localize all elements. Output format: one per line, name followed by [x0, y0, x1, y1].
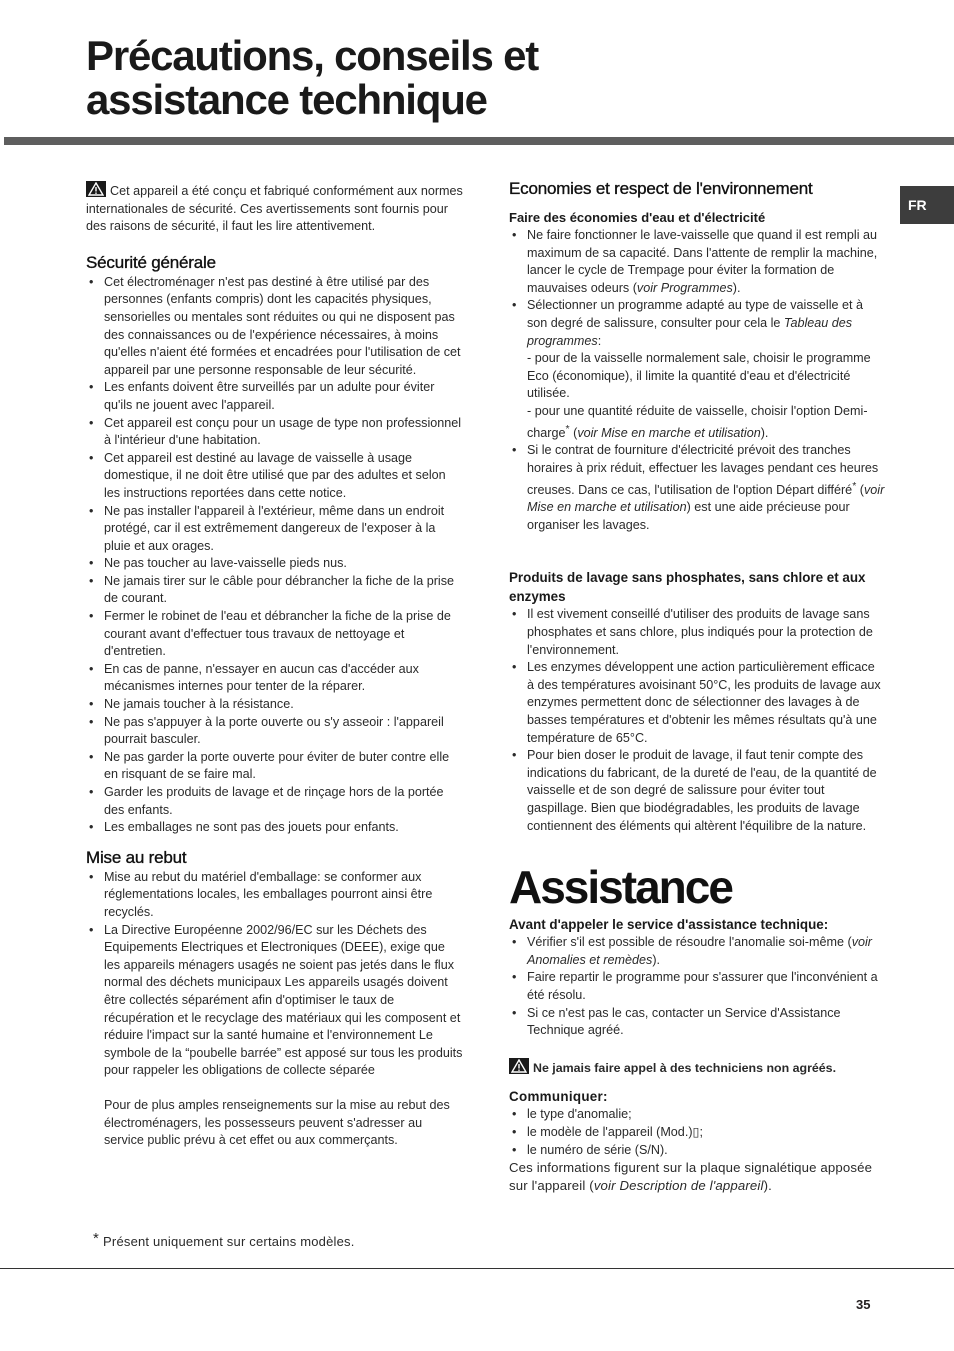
list-item: • Ne faire fonctionner le lave-vaisselle que quand il est rempli au maximum de sa capacité. Dans l'attente de remplir la machine, lancer le cycle de Trempage pour éviter la formation de mauvaises odeurs (voir Programmes). [509, 227, 885, 297]
language-tab: FR [900, 186, 954, 224]
produits-list [509, 606, 885, 835]
list-item: • Il est vivement conseillé d'utiliser des produits de lavage sans phosphates et sans chlore, plus indiqués pour la protection de l'environnement. [509, 606, 885, 659]
list-item: • le type d'anomalie; [509, 1106, 885, 1124]
cross-reference: voir Mise en marche et utilisation [577, 425, 761, 440]
list-item: • Ne pas s'appuyer à la porte ouverte ou s'y asseoir : l'appareil pourrait basculer. [86, 714, 464, 749]
list-item: • le modèle de l'appareil (Mod.)▯; [509, 1124, 885, 1142]
list-item: • Ne jamais tirer sur le câble pour débrancher la fiche de la prise de courant. [86, 573, 464, 608]
assistance-list [509, 934, 885, 1040]
list-item: • Pour bien doser le produit de lavage, il faut tenir compte des indications du fabricant, de la dureté de l'eau, de la quantité de vaisselle et de son degré de salissure pour éviter tout gaspillage. Bien que biodégradables, les produits de lavage contiennent des éléments qui altèrent l'équilibre de la nature. [509, 747, 885, 835]
rebut-heading: Mise au rebut [86, 847, 187, 867]
list-item: • Ne pas toucher au lave-vaisselle pieds nus. [86, 555, 464, 573]
list-item: • Cet appareil est destiné au lavage de vaisselle à usage domestique, il ne doit être utilisé que par des adultes et selon les instructions reportées dans cette notice. [86, 450, 464, 503]
cross-reference: Tableau des programmes [527, 315, 853, 348]
securite-list [86, 274, 464, 837]
list-item: • Fermer le robinet de l'eau et débrancher la fiche de la prise de courant avant d'effectuer tous travaux de nettoyage et d'entretien. [86, 608, 464, 661]
produits-heading: Produits de lavage sans phosphates, sans chlore et aux enzymes [509, 570, 866, 605]
right-column [509, 178, 885, 1194]
assistance-title: Assistance [509, 861, 732, 914]
warning-note [509, 1058, 885, 1078]
intro-paragraph [86, 181, 464, 236]
intro-text: Cet appareil a été conçu et fabriqué conformément aux normes internationales de sécurité. Ces avertissements sont fournis pour des raisons de sécurité, il faut les lire attentivement. [86, 184, 463, 234]
eco-list [509, 227, 885, 534]
rebut-list [86, 869, 464, 1080]
list-item: • Vérifier s'il est possible de résoudre l'anomalie soi-même (voir Anomalies et remèdes). [509, 934, 885, 969]
page-title-line1: Précautions, conseils et [86, 32, 539, 79]
list-item: • Ne jamais toucher à la résistance. [86, 696, 464, 714]
page-number: 35 [856, 1297, 871, 1312]
list-item: • le numéro de série (S/N). [509, 1142, 885, 1160]
page-title-line2: assistance technique [86, 76, 487, 123]
list-item: • Faire repartir le programme pour s'assurer que l'inconvénient a été résolu. [509, 969, 885, 1004]
list-item: • Cet électroménager n'est pas destiné à être utilisé par des personnes (enfants compris) dont les capacités physiques, sensorielles ou mentales sont réduites ou qui ne disposent pas des connaissances ou de l'expérience nécessaires, à moins qu'elles n'aient été formées et encadrées pour l'utilisation de cet appareil par une personne responsable de leur sécurité. [86, 274, 464, 380]
list-item: • Les enfants doivent être surveillés par un adulte pour éviter qu'ils ne jouent avec l'appareil. [86, 379, 464, 414]
left-column [86, 181, 464, 1150]
footnote-mark: * [93, 1230, 100, 1247]
communiquer-list [509, 1106, 885, 1159]
list-item: • Mise au rebut du matériel d'emballage: se conformer aux réglementations locales, les emballages pourront ainsi être recyclés. [86, 869, 464, 922]
list-item: • Sélectionner un programme adapté au type de vaisselle et à son degré de salissure, consulter pour cela le Tableau des programmes: - pour de la vaisselle normalement sale, choisir le programme Eco (économique), il limite la quantité d'eau et d'électricité utilisée. - pour une quantité réduite de vaisselle, choisir l'option Demi-charge* (voir Mise en marche et utilisation). [509, 297, 885, 442]
cross-reference: voir Mise en marche et utilisation [527, 482, 885, 515]
rebut-extra: Pour de plus amples renseignements sur la mise au rebut des électroménagers, les possesseurs peuvent s'adresser au service public prévu à cet effet ou aux commerçants. [104, 1097, 450, 1148]
securite-heading: Sécurité générale [86, 252, 216, 272]
page-title [86, 34, 538, 122]
footnote-text: Présent uniquement sur certains modèles. [103, 1234, 355, 1249]
eco-heading: Economies et respect de l'environnement [509, 179, 813, 198]
closing-paragraph: Ces informations figurent sur la plaque signalétique apposée sur l'appareil (voir Description de l'appareil). [509, 1160, 873, 1193]
warning-triangle-icon [509, 1058, 529, 1074]
cross-reference: voir Description de l'appareil [593, 1177, 764, 1193]
list-item: • Les emballages ne sont pas des jouets pour enfants. [86, 819, 464, 837]
list-item: • Les enzymes développent une action particulièrement efficace à des températures avoisinant 50°C, les produits de lavage aux enzymes permettent donc de sélectionner des lavages à de basses températures et d'obtenir les mêmes résultats qu'à une température de 65°C. [509, 659, 885, 747]
list-item: • En cas de panne, n'essayer en aucun cas d'accéder aux mécanismes internes pour tenter de la réparer. [86, 661, 464, 696]
warning-text: Ne jamais faire appel à des techniciens non agréés. [533, 1060, 837, 1075]
footer-rule [0, 1268, 954, 1269]
list-item: • Si ce n'est pas le cas, contacter un Service d'Assistance Technique agréé. [509, 1005, 885, 1040]
list-item: • Si le contrat de fourniture d'électricité prévoit des tranches horaires à prix réduit, effectuer les lavages pendant ces heures creuses. Dans ce cas, l'utilisation de l'option Départ différé* (voir Mise en marche et utilisation) est une aide précieuse pour organiser les lavages. [509, 442, 885, 534]
communiquer-heading: Communiquer: [509, 1089, 608, 1105]
title-rule [4, 137, 954, 145]
list-item: • Ne pas garder la porte ouverte pour éviter de buter contre elle en risquant de se faire mal. [86, 749, 464, 784]
eco-subheading: Faire des économies d'eau et d'électricité [509, 210, 766, 225]
cross-reference: voir Anomalies et remèdes [527, 935, 872, 967]
list-item: • Ne pas installer l'appareil à l'extérieur, même dans un endroit protégé, car il est extrêmement dangereux de l'exposer à la pluie et aux orages. [86, 503, 464, 556]
list-item: • La Directive Européenne 2002/96/EC sur les Déchets des Equipements Electriques et Electroniques (DEEE), exige que les appareils ménagers usagés ne soient pas jetés dans le flux normal des déchets municipaux Les appareils usagés doivent être collectés séparément afin d'optimiser le taux de récupération et le recyclage des matériaux qui les composent et réduire l'impact sur la santé humaine et l'environnement Le symbole de la “poubelle barrée” est apposé sur tous les produits pour rappeler les obligations de collecte séparée [86, 922, 464, 1080]
footnote [93, 1230, 355, 1249]
list-item: • Cet appareil est conçu pour un usage de type non professionnel à l'intérieur d'une habitation. [86, 415, 464, 450]
assistance-subheading: Avant d'appeler le service d'assistance technique: [509, 917, 829, 933]
list-item: • Garder les produits de lavage et de rinçage hors de la portée des enfants. [86, 784, 464, 819]
cross-reference: voir Programmes [636, 280, 733, 295]
warning-triangle-icon [86, 181, 106, 197]
